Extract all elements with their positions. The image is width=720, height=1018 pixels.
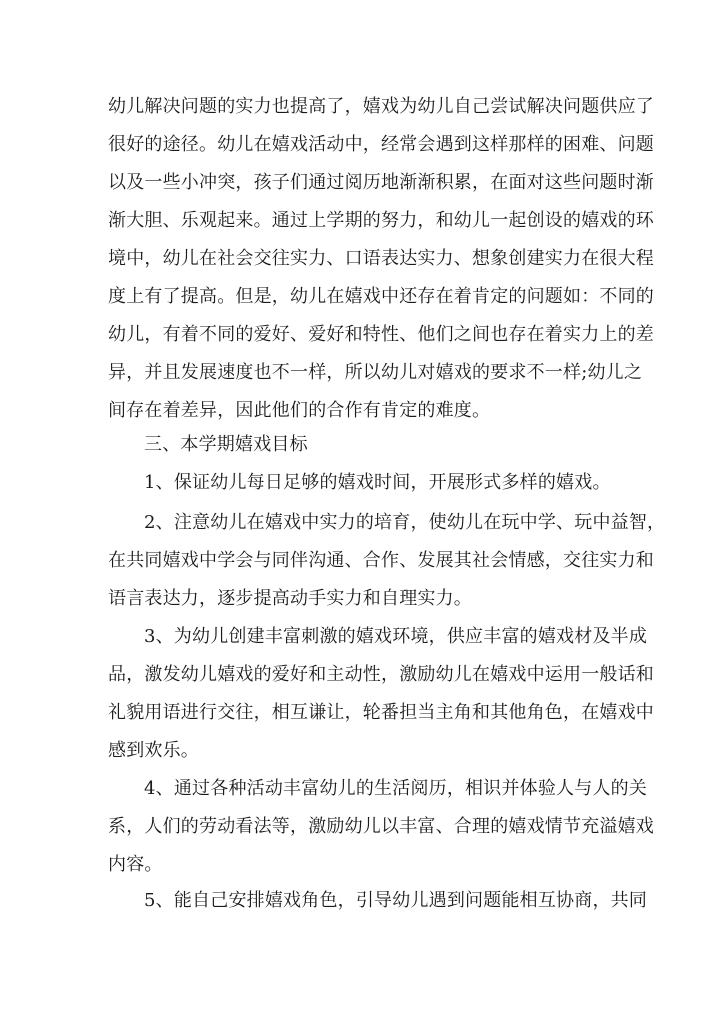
text-line: 幼儿解决问题的实力也提高了，嬉戏为幼儿自己尝试解决问题供应了 (108, 96, 654, 117)
text-line: 很好的途径。幼儿在嬉戏活动中，经常会遇到这样那样的困难、问题 (108, 134, 654, 155)
section-heading (108, 426, 620, 464)
goal-item-1 (108, 464, 620, 502)
goal-item-5 (108, 882, 648, 920)
text-line: 度上有了提高。但是，幼儿在嬉戏中还存在着肯定的问题如：不同的 (108, 286, 654, 307)
text-line: 2、注意幼儿在嬉戏中实力的培育，使幼儿在玩中学、玩中益智， (144, 512, 666, 533)
goal-item-4 (108, 770, 654, 884)
text-line: 语言表达力，逐步提高动手实力和自理实力。 (108, 588, 472, 609)
text-line: 3、为幼儿创建丰富刺激的嬉戏环境，供应丰富的嬉戏材及半成 (144, 626, 648, 647)
goal-item-3 (108, 618, 654, 770)
text-line: 1、保证幼儿每日足够的嬉戏时间，开展形式多样的嬉戏。 (144, 472, 611, 493)
text-line: 系，人们的劳动看法等，激励幼儿以丰富、合理的嬉戏情节充溢嬉戏 (108, 816, 654, 837)
text-line: 品，激发幼儿嬉戏的爱好和主动性，激励幼儿在嬉戏中运用一般话和 (108, 664, 654, 685)
text-line: 5、能自己安排嬉戏角色，引导幼儿遇到问题能相互协商，共同 (144, 890, 648, 911)
text-line: 幼儿，有着不同的爱好、爱好和特性、他们之间也存在着实力上的差 (108, 324, 654, 345)
text-line: 礼貌用语进行交往，相互谦让，轮番担当主角和其他角色，在嬉戏中 (108, 702, 654, 723)
text-line: 4、通过各种活动丰富幼儿的生活阅历，相识并体验人与人的关 (144, 778, 648, 799)
text-line: 内容。 (108, 854, 163, 875)
text-line: 渐大胆、乐观起来。通过上学期的努力，和幼儿一起创设的嬉戏的环 (108, 210, 654, 231)
text-line: 在共同嬉戏中学会与同伴沟通、合作、发展其社会情感，交往实力和 (108, 550, 654, 571)
heading-line: 三、本学期嬉戏目标 (144, 434, 308, 455)
text-line: 间存在着差异，因此他们的合作有肯定的难度。 (108, 400, 491, 421)
text-line: 境中，幼儿在社会交往实力、口语表达实力、想象创建实力在很大程 (108, 248, 654, 269)
text-line: 感到欢乐。 (108, 740, 199, 761)
paragraph-intro (108, 88, 654, 430)
text-line: 异，并且发展速度也不一样，所以幼儿对嬉戏的要求不一样;幼儿之 (108, 362, 643, 383)
text-line: 以及一些小冲突，孩子们通过阅历地渐渐积累，在面对这些问题时渐 (108, 172, 654, 193)
goal-item-2 (108, 504, 666, 618)
